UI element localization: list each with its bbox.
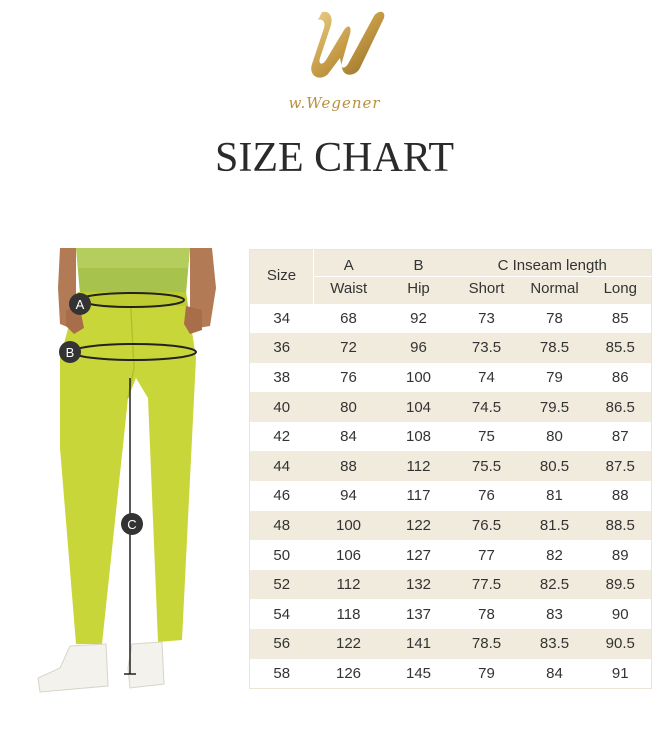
header-waist: Waist <box>314 277 384 304</box>
pants-illustration <box>30 248 242 700</box>
cell-hip: 117 <box>384 481 454 511</box>
cell-waist: 94 <box>314 481 384 511</box>
cell-normal: 83 <box>520 599 590 629</box>
cell-size: 50 <box>250 540 314 570</box>
cell-short: 74 <box>454 363 520 393</box>
cell-size: 58 <box>250 659 314 689</box>
cell-waist: 126 <box>314 659 384 689</box>
cell-long: 89.5 <box>590 570 652 600</box>
table-row <box>250 659 652 689</box>
cell-long: 86.5 <box>590 392 652 422</box>
cell-waist: 88 <box>314 451 384 481</box>
cell-waist: 106 <box>314 540 384 570</box>
cell-size: 34 <box>250 304 314 334</box>
cell-waist: 76 <box>314 363 384 393</box>
cell-hip: 132 <box>384 570 454 600</box>
table-row <box>250 629 652 659</box>
table-row <box>250 304 652 334</box>
cell-hip: 122 <box>384 511 454 541</box>
cell-normal: 79 <box>520 363 590 393</box>
marker-a-label: A <box>75 297 85 312</box>
cell-normal: 81.5 <box>520 511 590 541</box>
cell-normal: 78.5 <box>520 333 590 363</box>
brand-logo <box>0 6 669 116</box>
cell-short: 75 <box>454 422 520 452</box>
cell-hip: 100 <box>384 363 454 393</box>
cell-size: 52 <box>250 570 314 600</box>
cell-short: 76.5 <box>454 511 520 541</box>
cell-waist: 122 <box>314 629 384 659</box>
cell-long: 87.5 <box>590 451 652 481</box>
cell-normal: 82 <box>520 540 590 570</box>
page-title: SIZE CHART <box>215 135 454 181</box>
cell-hip: 104 <box>384 392 454 422</box>
table-row <box>250 540 652 570</box>
table-row <box>250 481 652 511</box>
cell-short: 73 <box>454 304 520 334</box>
cell-long: 91 <box>590 659 652 689</box>
cell-normal: 80.5 <box>520 451 590 481</box>
w-logo-icon <box>300 6 390 82</box>
cell-long: 88.5 <box>590 511 652 541</box>
table-row <box>250 451 652 481</box>
cell-long: 89 <box>590 540 652 570</box>
cell-short: 78.5 <box>454 629 520 659</box>
cell-long: 86 <box>590 363 652 393</box>
cell-normal: 81 <box>520 481 590 511</box>
cell-long: 85 <box>590 304 652 334</box>
cell-waist: 84 <box>314 422 384 452</box>
marker-c-label: C <box>127 517 137 532</box>
table-row <box>250 333 652 363</box>
cell-normal: 79.5 <box>520 392 590 422</box>
header-c: C Inseam length <box>454 250 652 277</box>
header-long: Long <box>590 277 652 304</box>
cell-normal: 80 <box>520 422 590 452</box>
cell-long: 85.5 <box>590 333 652 363</box>
cell-long: 90.5 <box>590 629 652 659</box>
header-short: Short <box>454 277 520 304</box>
cell-short: 73.5 <box>454 333 520 363</box>
cell-hip: 112 <box>384 451 454 481</box>
cell-short: 75.5 <box>454 451 520 481</box>
cell-long: 90 <box>590 599 652 629</box>
cell-size: 36 <box>250 333 314 363</box>
table-row <box>250 363 652 393</box>
table-row <box>250 570 652 600</box>
table-row <box>250 422 652 452</box>
cell-short: 76 <box>454 481 520 511</box>
cell-size: 40 <box>250 392 314 422</box>
cell-long: 87 <box>590 422 652 452</box>
cell-hip: 137 <box>384 599 454 629</box>
brand-name: w.Wegener <box>288 94 381 112</box>
cell-waist: 68 <box>314 304 384 334</box>
header-a: A <box>314 250 384 277</box>
cell-hip: 127 <box>384 540 454 570</box>
cell-hip: 141 <box>384 629 454 659</box>
table-row <box>250 511 652 541</box>
cell-short: 78 <box>454 599 520 629</box>
header-size: Size <box>250 250 314 304</box>
cell-long: 88 <box>590 481 652 511</box>
cell-size: 42 <box>250 422 314 452</box>
cell-normal: 84 <box>520 659 590 689</box>
cell-normal: 78 <box>520 304 590 334</box>
cell-waist: 72 <box>314 333 384 363</box>
cell-hip: 96 <box>384 333 454 363</box>
table-row <box>250 599 652 629</box>
cell-short: 77 <box>454 540 520 570</box>
cell-waist: 80 <box>314 392 384 422</box>
cell-size: 38 <box>250 363 314 393</box>
cell-size: 44 <box>250 451 314 481</box>
cell-size: 46 <box>250 481 314 511</box>
cell-normal: 83.5 <box>520 629 590 659</box>
cell-short: 77.5 <box>454 570 520 600</box>
header-hip: Hip <box>384 277 454 304</box>
cell-short: 79 <box>454 659 520 689</box>
cell-short: 74.5 <box>454 392 520 422</box>
cell-waist: 100 <box>314 511 384 541</box>
header-normal: Normal <box>520 277 590 304</box>
cell-waist: 118 <box>314 599 384 629</box>
model-figure <box>30 248 242 700</box>
cell-normal: 82.5 <box>520 570 590 600</box>
cell-hip: 145 <box>384 659 454 689</box>
cell-hip: 92 <box>384 304 454 334</box>
header-b: B <box>384 250 454 277</box>
marker-b-label: B <box>65 345 75 360</box>
cell-size: 56 <box>250 629 314 659</box>
size-table <box>249 249 651 689</box>
cell-waist: 112 <box>314 570 384 600</box>
cell-size: 48 <box>250 511 314 541</box>
cell-hip: 108 <box>384 422 454 452</box>
table-row <box>250 392 652 422</box>
cell-size: 54 <box>250 599 314 629</box>
